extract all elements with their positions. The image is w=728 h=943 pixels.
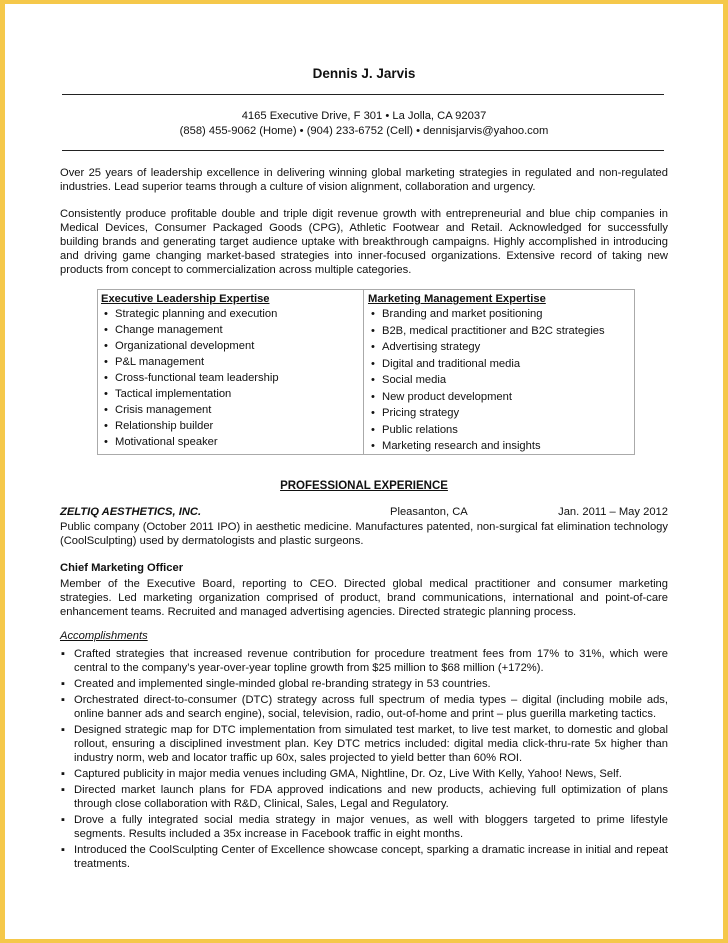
skill-item: • Crisis management <box>101 402 359 418</box>
skills-heading-marketing: Marketing Management Expertise <box>368 293 546 305</box>
skill-item: • Change management <box>101 322 359 338</box>
role-description: Member of the Executive Board, reporting to CEO. Directed global medical practitioner and consumer marketing strategies. Led marketing organization comprised of product, brand communications, international and point-of-care enhancement teams. Recruited and managed advertising agencies. Directed strategic planning process. <box>60 578 668 618</box>
accomplishments-heading: Accomplishments <box>60 630 148 642</box>
skill-item: • Marketing research and insights <box>368 438 630 455</box>
skill-item: • B2B, medical practitioner and B2C strategies <box>368 323 630 340</box>
job-dates: Jan. 2011 – May 2012 <box>558 506 668 518</box>
accomplishment-item: ▪ Designed strategic map for DTC implementation from simulated test market, to live test market, to domestic and global rollout, ensuring a disciplined investment plan. Key DTC metrics included: digital media click-thru-rate 5x higher than industry norm, web and locator traffic up 60x, sales projected to yield better than 60% ROI. <box>60 723 668 766</box>
skill-item: • Public relations <box>368 422 630 439</box>
skills-heading-leadership: Executive Leadership Expertise <box>101 293 270 305</box>
skills-divider <box>363 290 364 454</box>
accomplishment-item: ▪ Captured publicity in major media venues including GMA, Nightline, Dr. Oz, Live With Kelly, Yahoo! News, Self. <box>60 767 668 781</box>
header-rule-top <box>62 94 664 95</box>
marketing-skill-list <box>368 306 630 455</box>
section-title-experience: PROFESSIONAL EXPERIENCE <box>280 480 448 492</box>
skill-item: • Strategic planning and execution <box>101 306 359 322</box>
skill-item: • P&L management <box>101 354 359 370</box>
header-rule-bottom <box>62 150 664 151</box>
skill-item: • Tactical implementation <box>101 386 359 402</box>
job-location: Pleasanton, CA <box>390 506 468 518</box>
skill-item: • Advertising strategy <box>368 339 630 356</box>
accomplishment-item: ▪ Introduced the CoolSculpting Center of Excellence showcase concept, sparking a dramatic increase in initial and repeat treatments. <box>60 843 668 872</box>
accomplishment-item: ▪ Orchestrated direct-to-consumer (DTC) strategy across full spectrum of media types – digital (including mobile ads, online banner ads and search engine), social, television, radio, out-of-home and print – plus guerilla marketing tactics. <box>60 693 668 722</box>
skill-item: • Digital and traditional media <box>368 356 630 373</box>
skills-column-leadership <box>101 292 359 450</box>
accomplishment-item: ▪ Drove a fully integrated social media strategy in major venues, as well with bloggers targeted to prime lifestyle segments. Results included a 35x increase in Facebook traffic in eight months. <box>60 813 668 842</box>
contact-line: (858) 455-9062 (Home) • (904) 233-6752 (Cell) • dennisjarvis@yahoo.com <box>179 125 549 137</box>
skill-item: • Pricing strategy <box>368 405 630 422</box>
summary-paragraph-2: Consistently produce profitable double and triple digit revenue growth with entrepreneurial and blue chip companies in Medical Devices, Consumer Packaged Goods (CPG), Athletic Footwear and Retail. Acknowledged for successfully building brands and generating target audience uptake with breakthrough campaigns. Highly accomplished in introducing and driving game changing market-based strategies into inner-focused organizations. Extensive record of taking new products from concept to commercialization across multiple categories. <box>60 208 668 276</box>
skill-item: • Branding and market positioning <box>368 306 630 323</box>
leadership-skill-list <box>101 306 359 450</box>
summary-paragraph-1: Over 25 years of leadership excellence in delivering winning global marketing strategies in regulated and non-regulated industries. Lead superior teams through a culture of vision alignment, collaboration and urgency. <box>60 167 668 193</box>
address-line: 4165 Executive Drive, F 301 • La Jolla, CA 92037 <box>241 110 487 122</box>
skill-item: • Social media <box>368 372 630 389</box>
accomplishments-list <box>60 647 668 873</box>
skill-item: • Cross-functional team leadership <box>101 370 359 386</box>
job-title: Chief Marketing Officer <box>60 562 184 574</box>
resume-page <box>5 4 723 939</box>
skills-column-marketing <box>368 292 630 455</box>
accomplishment-item: ▪ Created and implemented single-minded global re-branding strategy in 53 countries. <box>60 677 668 691</box>
accomplishment-item: ▪ Directed market launch plans for FDA approved indications and new products, achieving full optimization of plans through close collaboration with R&D, Clinical, Sales, Legal and Regulatory. <box>60 783 668 812</box>
job-header <box>60 506 668 520</box>
accomplishment-item: ▪ Crafted strategies that increased revenue contribution for procedure treatment fees from 17% to 31%, which were central to the company’s year-over-year topline growth from $25 million to $68 million (+172%). <box>60 647 668 676</box>
skill-item: • Motivational speaker <box>101 434 359 450</box>
company-name: ZELTIQ AESTHETICS, INC. <box>60 506 202 518</box>
skills-table <box>97 289 635 455</box>
candidate-name: Dennis J. Jarvis <box>312 66 416 81</box>
company-description: Public company (October 2011 IPO) in aesthetic medicine. Manufactures patented, non-surgical fat elimination technology (CoolSculpting) used by dermatologists and plastic surgeons. <box>60 521 668 547</box>
skill-item: • New product development <box>368 389 630 406</box>
skill-item: • Organizational development <box>101 338 359 354</box>
skill-item: • Relationship builder <box>101 418 359 434</box>
